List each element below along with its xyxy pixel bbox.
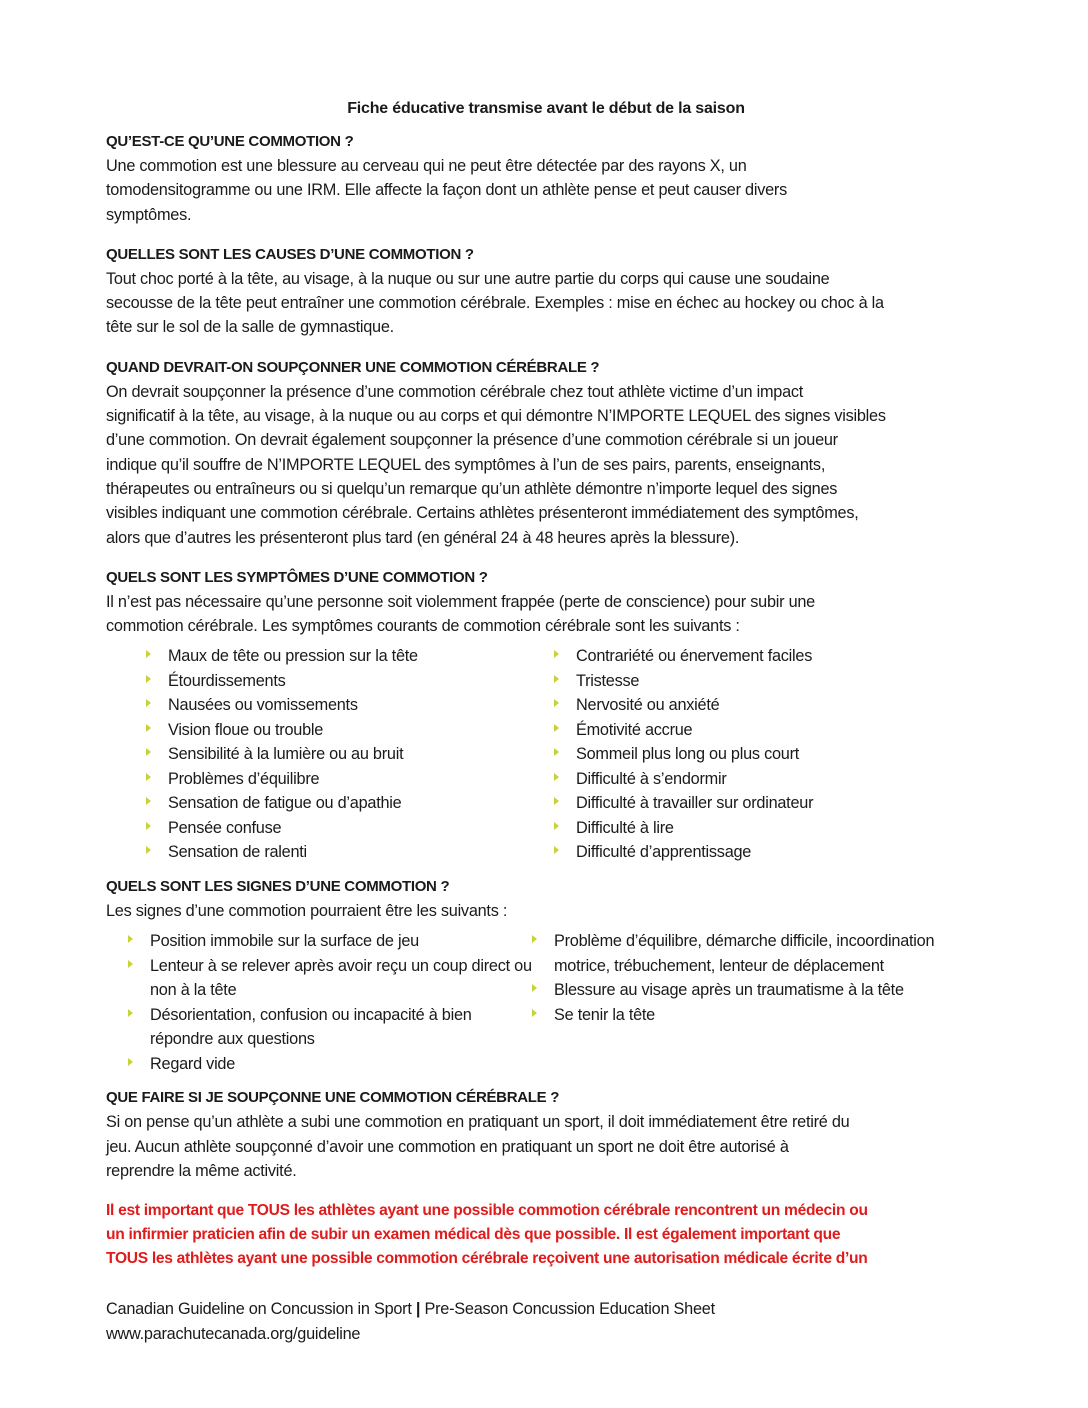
- list-item: Problèmes d’équilibre: [146, 767, 554, 792]
- paragraph-when: [106, 380, 986, 550]
- footer-separator: |: [415, 1300, 421, 1319]
- bullet-arrow-icon: [532, 984, 537, 992]
- list-item: Se tenir la tête: [532, 1003, 982, 1028]
- list-item: Pensée confuse: [146, 816, 554, 841]
- medical-warning: [106, 1199, 986, 1271]
- bullet-arrow-icon: [146, 797, 151, 805]
- page-footer: [106, 1297, 986, 1346]
- bullet-arrow-icon: [554, 650, 559, 658]
- text-line: On devrait soupçonner la présence d’une commotion cérébrale chez tout athlète victime d’un impact: [106, 382, 804, 401]
- symptoms-list: [106, 644, 986, 865]
- warning-line: un infirmier praticien afin de subir un examen médical dès que possible. Il est également important que: [106, 1226, 841, 1244]
- footer-source: [106, 1297, 986, 1322]
- heading-signs: QUELS SONT LES SIGNES D’UNE COMMOTION ?: [106, 877, 450, 895]
- bullet-arrow-icon: [146, 822, 151, 830]
- text-line: Il n’est pas nécessaire qu’une personne soit violemment frappée (perte de conscience) pour subir une: [106, 592, 815, 611]
- bullet-arrow-icon: [128, 1009, 133, 1017]
- list-item: Émotivité accrue: [554, 718, 974, 743]
- list-item: Regard vide: [128, 1052, 532, 1077]
- text-line: Si on pense qu’un athlète a subi une commotion en pratiquant un sport, il doit immédiatement être retiré du: [106, 1113, 850, 1132]
- text-line: d’une commotion. On devrait également soupçonner la présence d’une commotion cérébrale si un joueur: [106, 431, 838, 450]
- list-item: Sensation de ralenti: [146, 840, 554, 865]
- footer-url[interactable]: www.parachutecanada.org/guideline: [106, 1324, 361, 1343]
- list-item: Nervosité ou anxiété: [554, 693, 974, 718]
- footer-sheet: Pre-Season Concussion Education Sheet: [424, 1300, 715, 1319]
- list-item: Position immobile sur la surface de jeu: [128, 929, 532, 954]
- list-item: Sensation de fatigue ou d’apathie: [146, 791, 554, 816]
- list-item: Difficulté à travailler sur ordinateur: [554, 791, 974, 816]
- bullet-arrow-icon: [532, 935, 537, 943]
- list-item: Lenteur à se relever après avoir reçu un coup direct ou non à la tête: [128, 954, 532, 1003]
- paragraph-symptoms: [106, 590, 986, 639]
- bullet-arrow-icon: [128, 1058, 133, 1066]
- bullet-arrow-icon: [146, 650, 151, 658]
- paragraph-action: [106, 1110, 986, 1183]
- list-item: Problème d’équilibre, démarche difficile, incoordination motrice, trébuchement, lenteur de déplacement: [532, 929, 982, 978]
- symptoms-list-left: [146, 644, 554, 865]
- list-item: Étourdissements: [146, 669, 554, 694]
- bullet-arrow-icon: [554, 699, 559, 707]
- heading-symptoms: QUELS SONT LES SYMPTÔMES D’UNE COMMOTION ?: [106, 568, 488, 586]
- bullet-arrow-icon: [146, 773, 151, 781]
- text-line: Une commotion est une blessure au cerveau qui ne peut être détectée par des rayons X, un: [106, 157, 747, 175]
- text-line: jeu. Aucun athlète soupçonné d’avoir une commotion en pratiquant un sport ne doit être autorisé à: [106, 1137, 789, 1156]
- heading-when: QUAND DEVRAIT-ON SOUPÇONNER UNE COMMOTION CÉRÉBRALE ?: [106, 358, 600, 376]
- bullet-arrow-icon: [146, 748, 151, 756]
- list-item: Difficulté d’apprentissage: [554, 840, 974, 865]
- bullet-arrow-icon: [554, 797, 559, 805]
- signs-list-left: [128, 929, 532, 1076]
- text-line: thérapeutes ou entraîneurs ou si quelqu’un remarque qu’un athlète démontre n’importe lequel des signes: [106, 479, 838, 498]
- list-item: Difficulté à lire: [554, 816, 974, 841]
- text-line: Tout choc porté à la tête, au visage, à la nuque ou sur une autre partie du corps qui cause une soudaine: [106, 269, 830, 288]
- bullet-arrow-icon: [146, 675, 151, 683]
- list-item: Vision floue ou trouble: [146, 718, 554, 743]
- list-item: Sensibilité à la lumière ou au bruit: [146, 742, 554, 767]
- document-page: [106, 100, 986, 1346]
- list-item: Sommeil plus long ou plus court: [554, 742, 974, 767]
- bullet-arrow-icon: [146, 846, 151, 854]
- warning-line: Il est important que TOUS les athlètes ayant une possible commotion cérébrale rencontrent un médecin ou: [106, 1202, 868, 1220]
- bullet-arrow-icon: [146, 699, 151, 707]
- paragraph-signs: [106, 899, 986, 923]
- bullet-arrow-icon: [554, 846, 559, 854]
- text-line: secousse de la tête peut entraîner une commotion cérébrale. Exemples : mise en échec au hockey ou choc à la: [106, 294, 884, 313]
- text-line: commotion cérébrale. Les symptômes courants de commotion cérébrale sont les suivants :: [106, 617, 740, 636]
- document-title: Fiche éducative transmise avant le début de la saison: [347, 100, 745, 117]
- heading-causes: QUELLES SONT LES CAUSES D’UNE COMMOTION ?: [106, 245, 474, 263]
- list-item: Nausées ou vomissements: [146, 693, 554, 718]
- text-line: reprendre la même activité.: [106, 1161, 297, 1180]
- text-line: visibles indiquant une commotion cérébrale. Certains athlètes présenteront immédiatement des symptômes,: [106, 504, 859, 523]
- bullet-arrow-icon: [554, 724, 559, 732]
- text-line: significatif à la tête, au visage, à la nuque ou au corps et qui démontre N’IMPORTE LEQUEL des signes visibles: [106, 407, 886, 426]
- text-line: indique qu’il souffre de N’IMPORTE LEQUEL des symptômes à l’un de ses pairs, parents, enseignants,: [106, 455, 826, 474]
- warning-line: TOUS les athlètes ayant une possible commotion cérébrale reçoivent une autorisation médicale écrite d’un: [106, 1250, 868, 1268]
- bullet-arrow-icon: [532, 1009, 537, 1017]
- list-item: Blessure au visage après un traumatisme à la tête: [532, 978, 982, 1003]
- signs-list: [106, 929, 986, 1076]
- list-item: Contrariété ou énervement faciles: [554, 644, 974, 669]
- heading-action: QUE FAIRE SI JE SOUPÇONNE UNE COMMOTION CÉRÉBRALE ?: [106, 1089, 560, 1107]
- paragraph-causes: [106, 267, 986, 340]
- symptoms-list-right: [554, 644, 974, 865]
- list-item: Désorientation, confusion ou incapacité à bien répondre aux questions: [128, 1003, 532, 1052]
- bullet-arrow-icon: [128, 935, 133, 943]
- paragraph-what: [106, 154, 986, 227]
- list-item: Difficulté à s’endormir: [554, 767, 974, 792]
- bullet-arrow-icon: [554, 748, 559, 756]
- text-line: symptômes.: [106, 205, 192, 224]
- text-line: tomodensitogramme ou une IRM. Elle affecte la façon dont un athlète pense et peut causer divers: [106, 181, 787, 200]
- footer-guideline: Canadian Guideline on Concussion in Sport: [106, 1300, 412, 1319]
- bullet-arrow-icon: [554, 822, 559, 830]
- signs-list-right: [532, 929, 982, 1076]
- heading-what: QU’EST-CE QU’UNE COMMOTION ?: [106, 133, 354, 150]
- text-line: alors que d’autres les présenteront plus tard (en général 24 à 48 heures après la blessure).: [106, 528, 740, 547]
- bullet-arrow-icon: [554, 773, 559, 781]
- bullet-arrow-icon: [554, 675, 559, 683]
- text-line: Les signes d’une commotion pourraient être les suivants :: [106, 901, 508, 920]
- list-item: Maux de tête ou pression sur la tête: [146, 644, 554, 669]
- bullet-arrow-icon: [128, 960, 133, 968]
- text-line: tête sur le sol de la salle de gymnastique.: [106, 318, 394, 337]
- list-item: Tristesse: [554, 669, 974, 694]
- bullet-arrow-icon: [146, 724, 151, 732]
